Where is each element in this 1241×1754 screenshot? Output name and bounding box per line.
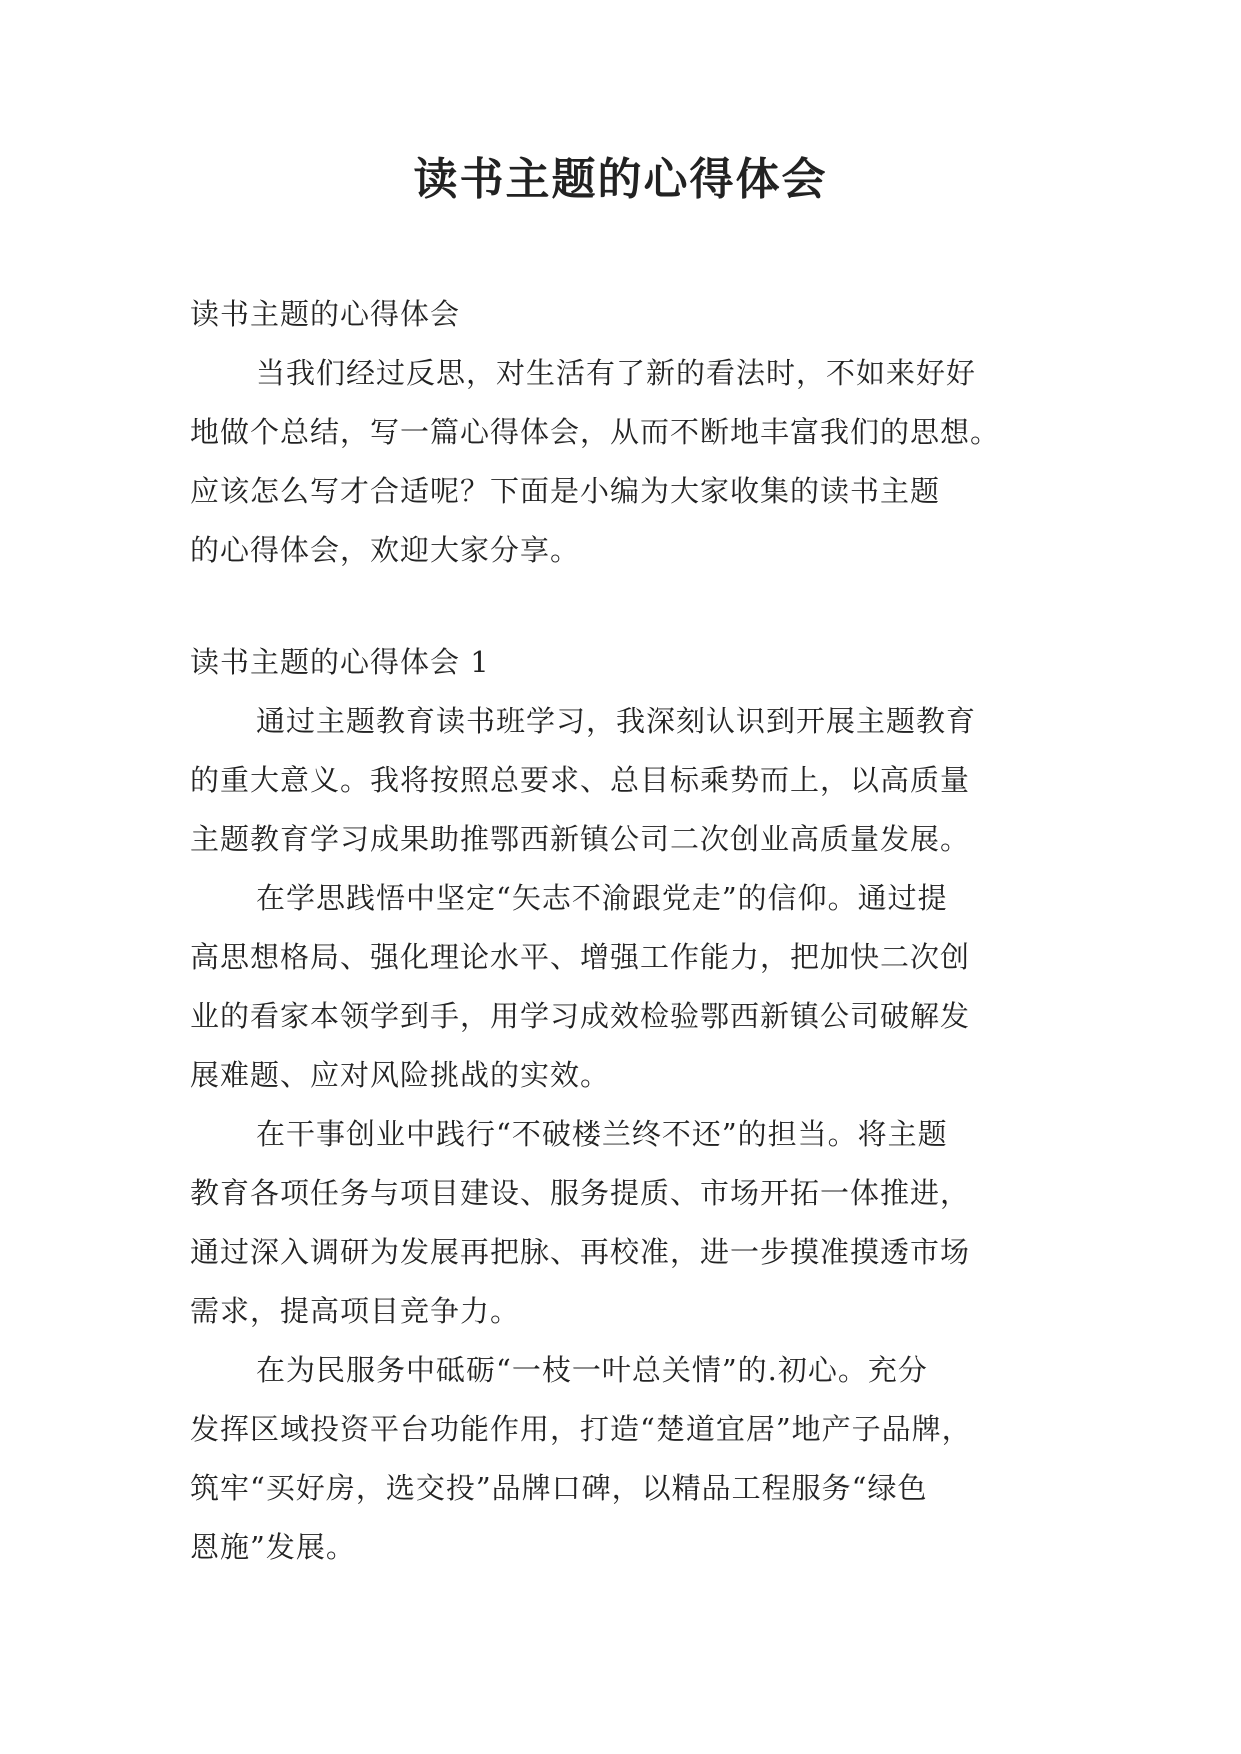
intro-line: 地做个总结，写一篇心得体会，从而不断地丰富我们的思想。 [190, 415, 1001, 449]
paragraph-line: 教育各项任务与项目建设、服务提质、市场开拓一体推进， [190, 1176, 971, 1210]
paragraph-line: 需求，提高项目竞争力。 [190, 1294, 521, 1328]
paragraph-line: 通过主题教育读书班学习，我深刻认识到开展主题教育 [256, 704, 977, 738]
document-title: 读书主题的心得体会 [413, 154, 828, 205]
intro-line: 当我们经过反思，对生活有了新的看法时，不如来好好 [256, 356, 977, 390]
paragraph-3 [190, 1105, 1060, 1341]
paragraph-line: 高思想格局、强化理论水平、增强工作能力，把加快二次创 [190, 940, 971, 974]
document-subtitle: 读书主题的心得体会 [190, 297, 461, 331]
paragraph-line: 在干事创业中践行“不破楼兰终不还”的担当。将主题 [256, 1117, 948, 1151]
paragraph-line: 恩施”发展。 [190, 1530, 356, 1564]
paragraph-line: 在为民服务中砥砺“一枝一叶总关情”的.初心。充分 [256, 1353, 928, 1387]
intro-line: 的心得体会，欢迎大家分享。 [190, 533, 581, 567]
paragraph-4 [190, 1341, 1060, 1577]
paragraph-2 [190, 869, 1060, 1105]
paragraph-line: 主题教育学习成果助推鄂西新镇公司二次创业高质量发展。 [190, 822, 971, 856]
paragraph-1 [190, 692, 1060, 869]
document-body [190, 285, 1060, 1577]
paragraph-line: 的重大意义。我将按照总要求、总目标乘势而上，以高质量 [190, 763, 971, 797]
intro-line: 应该怎么写才合适呢？下面是小编为大家收集的读书主题 [190, 474, 941, 508]
paragraph-line: 发挥区域投资平台功能作用，打造“楚道宜居”地产子品牌， [190, 1412, 972, 1446]
section-heading: 读书主题的心得体会 1 [190, 645, 490, 679]
paragraph-line: 业的看家本领学到手，用学习成效检验鄂西新镇公司破解发 [190, 999, 971, 1033]
paragraph-line: 在学思践悟中坚定“矢志不渝跟党走”的信仰。通过提 [256, 881, 948, 915]
paragraph-line: 展难题、应对风险挑战的实效。 [190, 1058, 611, 1092]
intro-paragraph [190, 344, 1060, 580]
paragraph-line: 通过深入调研为发展再把脉、再校准，进一步摸准摸透市场 [190, 1235, 971, 1269]
paragraph-line: 筑牢“买好房，选交投”品牌口碑，以精品工程服务“绿色 [190, 1471, 928, 1505]
section-spacer [190, 580, 1060, 633]
